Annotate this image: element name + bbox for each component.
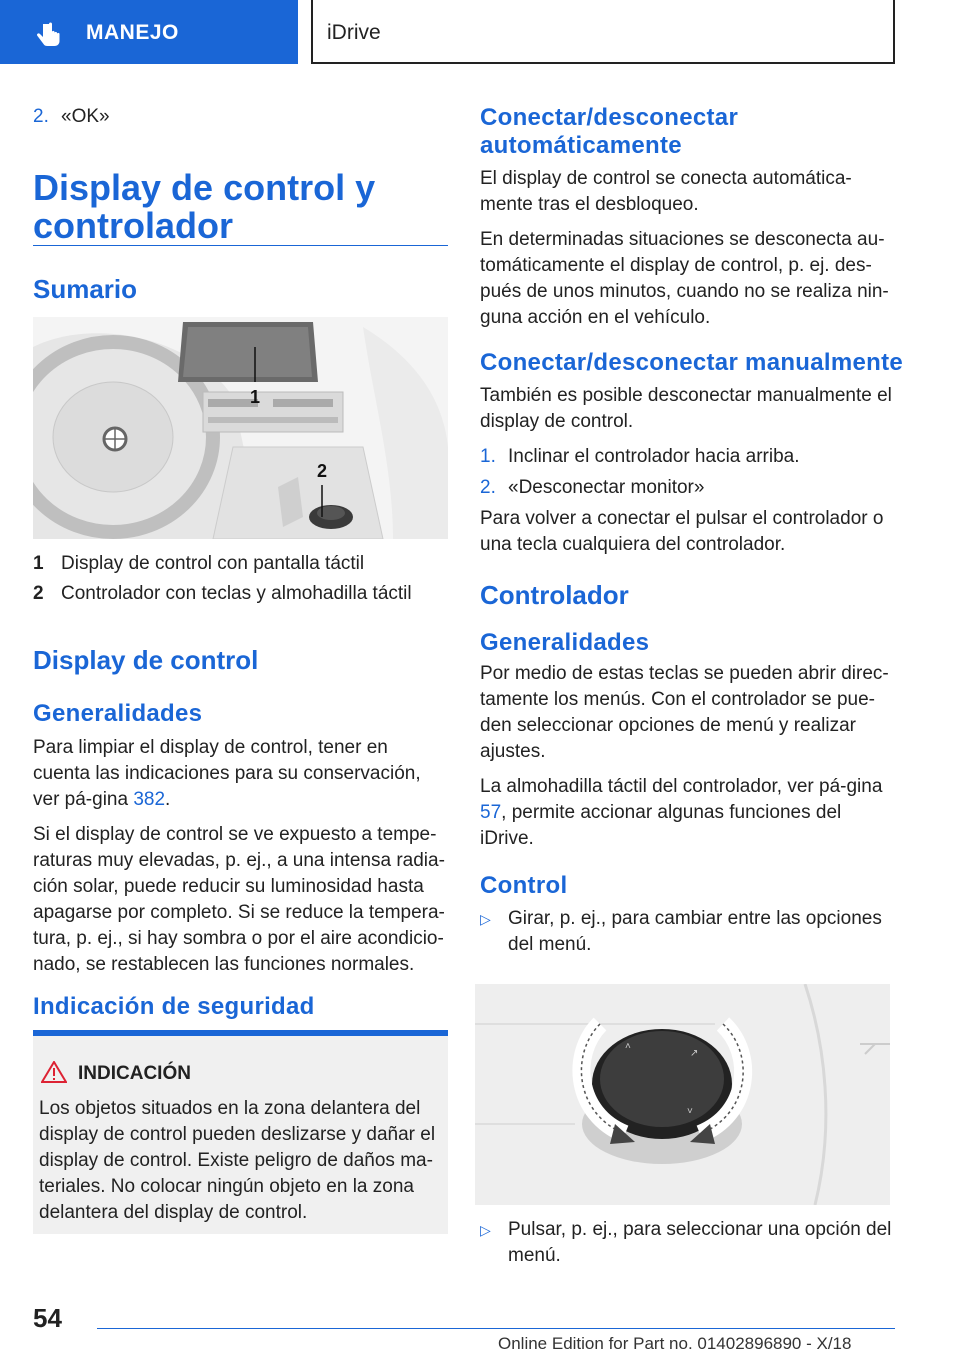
bullet-text: Girar, p. ej., para cambiar entre las opciones del menú.	[508, 908, 882, 955]
title-line-1: Display de control y	[33, 167, 376, 208]
cleaning-paragraph	[33, 735, 448, 813]
page-link-57[interactable]: 57	[480, 802, 502, 823]
svg-text:˅: ˅	[687, 1106, 693, 1117]
title-line-2: controlador	[33, 205, 234, 246]
step-text: Inclinar el controlador hacia arriba.	[508, 446, 800, 467]
manual-paragraph: También es posible desconectar manualmente el display de control.	[480, 385, 892, 432]
svg-text:˄: ˄	[625, 1041, 631, 1052]
step-number: 2.	[480, 477, 496, 498]
sumario-heading: Sumario	[33, 274, 138, 304]
topic-tab	[311, 0, 895, 64]
hand-pointer-icon	[34, 20, 64, 50]
warning-triangle-icon	[41, 1061, 67, 1083]
safety-heading: Indicación de seguridad	[33, 993, 315, 1020]
manual-connect-heading: Conectar/desconectar manualmente	[480, 349, 904, 376]
right-column	[480, 104, 904, 958]
auto-paragraph-1: El display de control se conecta automática-mente tras el desbloqueo.	[480, 168, 852, 215]
section-label: MANEJO	[86, 21, 179, 44]
legend-item	[33, 551, 448, 577]
triangle-bullet-icon: ▷	[480, 911, 491, 927]
legend-key: 2	[33, 583, 44, 604]
cockpit-illustration	[33, 317, 448, 539]
step-text: «Desconectar monitor»	[508, 477, 705, 498]
controlador-heading: Controlador	[480, 580, 629, 610]
page-number: 54	[33, 1303, 62, 1333]
step-item	[33, 104, 448, 130]
section-tab	[0, 0, 298, 64]
generalidades-heading: Generalidades	[33, 700, 203, 727]
page-title	[33, 167, 448, 246]
left-column	[33, 104, 448, 130]
triangle-bullet-icon: ▷	[480, 1222, 491, 1238]
control-heading: Control	[480, 872, 568, 899]
svg-text:2: 2	[317, 461, 328, 481]
bullet-item	[480, 906, 895, 958]
step-number: 2.	[33, 106, 49, 127]
svg-text:1: 1	[250, 387, 261, 407]
figure-legend	[33, 551, 448, 607]
legend-key: 1	[33, 553, 44, 574]
temperature-paragraph: Si el display de control se ve expuesto a tempe-raturas muy elevadas, p. ej., a una intensa radia-ción solar, puede reducir su luminosidad hasta apagarse por completo. Si se reduce la tempera-tura, p. ej., si hay sombra o por el aire acondicio-nado, se restablecen las funciones normales.	[33, 824, 445, 975]
note-title: INDICACIÓN	[78, 1063, 191, 1084]
left-body	[33, 735, 448, 978]
step-number: 1.	[480, 446, 496, 467]
svg-text:↗: ↗	[690, 1048, 699, 1059]
title-rule	[33, 245, 448, 246]
generalidades-heading-2: Generalidades	[480, 629, 650, 656]
topic-label: iDrive	[327, 21, 381, 44]
touchpad-text: La almohadilla táctil del controlador, ver pá-gina	[480, 776, 883, 797]
edition-footer: Online Edition for Part no. 01402896890 - X/18	[498, 1334, 852, 1353]
touchpad-text-end: , permite accionar algunas funciones del iDrive.	[480, 802, 842, 849]
cleaning-text: Para limpiar el display de control, tener en cuenta las indicaciones para su conservación, ver pá-gina	[33, 737, 421, 810]
bullet-item	[480, 1217, 895, 1269]
auto-paragraph-2: En determinadas situaciones se desconecta au-tomáticamente el display de control, p. ej. des-pués de unos minutos, cuando no se realiza nin-guna acción en el vehículo.	[480, 229, 889, 328]
controller-illustration	[475, 984, 890, 1205]
reconnect-paragraph: Para volver a conectar el pulsar el controlador o una tecla cualquiera del controlador.	[480, 508, 884, 555]
footer-rule	[97, 1328, 895, 1329]
touchpad-paragraph	[480, 774, 895, 852]
cleaning-text-end: .	[165, 789, 171, 810]
step-text: «OK»	[61, 106, 110, 127]
keys-paragraph: Por medio de estas teclas se pueden abrir direc-tamente los menús. Con el controlador se pue-den seleccionar opciones de menú y realizar ajustes.	[480, 663, 889, 762]
auto-connect-heading: Conectar/desconectar automáticamente	[480, 104, 739, 159]
page-link-382[interactable]: 382	[133, 789, 166, 810]
note-box	[33, 1030, 448, 1234]
legend-text: Controlador con teclas y almohadilla táctil	[61, 583, 412, 604]
legend-item	[33, 581, 448, 607]
step-item	[480, 475, 895, 501]
bullet-list-2	[480, 1217, 895, 1269]
note-text: Los objetos situados en la zona delantera del display de control pueden deslizarse y dañar el display de control. Existe peligro de daños ma-teriales. No colocar ningún objeto en la zona delantera del display de control.	[39, 1098, 436, 1223]
bullet-text: Pulsar, p. ej., para seleccionar una opción del menú.	[508, 1219, 892, 1266]
display-control-heading: Display de control	[33, 645, 259, 675]
step-item	[480, 444, 895, 470]
legend-text: Display de control con pantalla táctil	[61, 553, 365, 574]
